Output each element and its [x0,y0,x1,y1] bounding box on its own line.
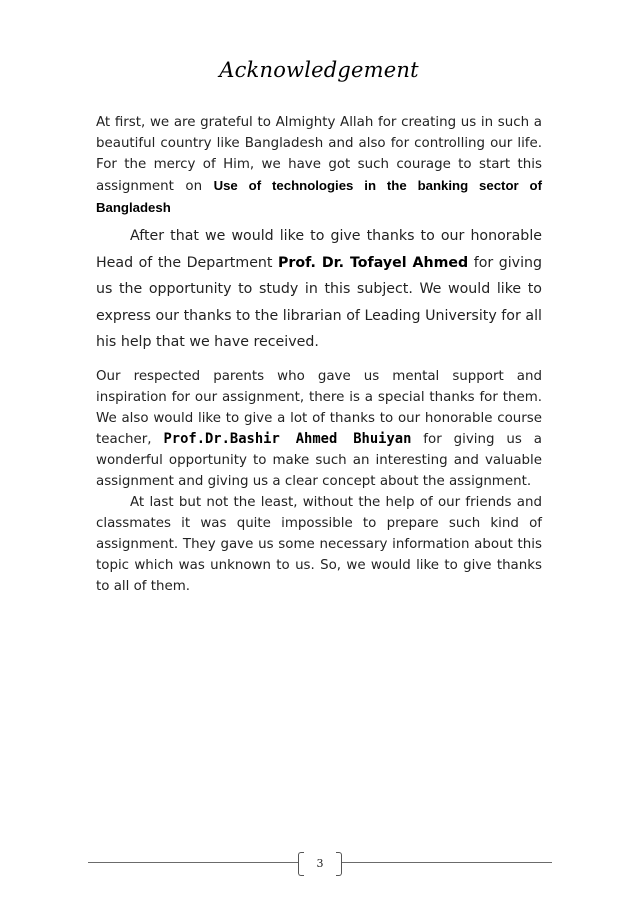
page-title: Acknowledgement [219,58,419,82]
paragraph-1 [96,112,542,219]
footer-rule-right [342,862,552,863]
paragraph-3-text-after: for giving us a wonderful opportunity to make such an interesting and valuable assignment and giving us a clear concept about the assignment. [96,431,542,489]
head-of-department-name: Prof. Dr. Tofayel Ahmed [278,254,469,271]
page-number: 3 [316,857,324,870]
paragraph-1-text: At first, we are grateful to Almighty Allah for creating us in such a beautiful country like Bangladesh and also for controlling our life. For the mercy of Him, we have got such courage to start this assignment on [96,115,542,194]
paragraph-4 [96,492,542,597]
assignment-topic: Use of technologies in the banking sector of Bangladesh [96,178,542,215]
body-text [96,112,542,597]
paragraph-3-text-before: Our respected parents who gave us mental support and inspiration for our assignment, there is a special thanks for them. We also would like to give a lot of thanks to our honorable course teacher, [96,368,542,447]
footer-rule-left [88,862,298,863]
course-teacher-name: Prof.Dr.Bashir Ahmed Bhuiyan [163,430,412,447]
paragraph-2-text-after: for giving us the opportunity to study in this subject. We would like to express our thanks to the librarian of Leading University for all his help that we have received. [96,254,543,350]
paragraph-2 [96,223,542,356]
paragraph-4-text: At last but not the least, without the help of our friends and classmates it was quite impossible to prepare such kind of assignment. They gave us some necessary information about this topic which was unknown to us. So, we would like to give thanks to all of them. [96,494,542,594]
paragraph-3 [96,366,542,492]
paragraph-2-text-before: After that we would like to give thanks to our honorable Head of the Department [96,228,542,271]
